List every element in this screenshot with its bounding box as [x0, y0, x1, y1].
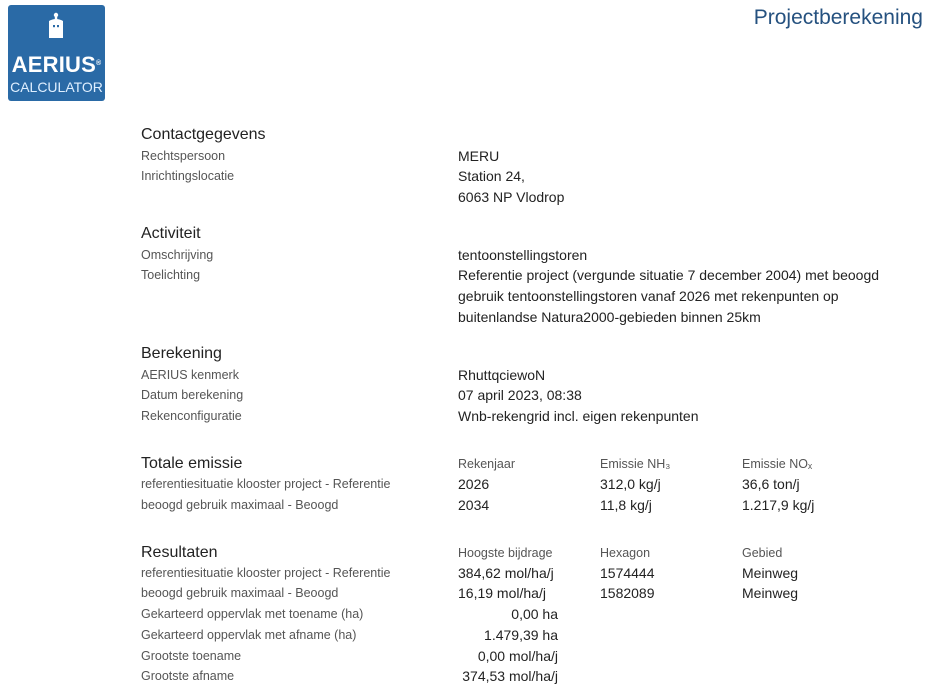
row-label: beoogd gebruik maximaal - Beoogd: [141, 586, 339, 600]
row-label: Gekarteerd oppervlak met toename (ha): [141, 607, 364, 621]
table-row: [141, 563, 901, 583]
aerius-logo: [8, 5, 105, 101]
logo-brand: AERIUS®: [11, 52, 102, 77]
table-cell: 11,8 kg/j: [600, 497, 652, 513]
column-header: Hexagon: [600, 546, 651, 560]
summary-row: [141, 646, 901, 666]
row-value: Station 24, 6063 NP Vlodrop: [458, 168, 565, 205]
table-cell: 312,0 kg/j: [600, 476, 661, 492]
row-label: Gekarteerd oppervlak met afname (ha): [141, 628, 357, 642]
tower-icon: [46, 12, 66, 40]
berekening-row: [141, 385, 901, 405]
contact-heading: Contactgegevens: [141, 126, 266, 143]
contact-row: [141, 166, 901, 205]
table-cell: Meinweg: [742, 565, 799, 581]
row-label: referentiesituatie klooster project - Referentie: [141, 566, 391, 580]
row-label: referentiesituatie klooster project - Referentie: [141, 477, 391, 491]
summary-row: [141, 625, 901, 645]
summary-value: 0,00 mol/ha/j: [477, 648, 558, 664]
row-label: Inrichtingslocatie: [141, 169, 235, 183]
page-title: Projectberekening: [753, 6, 923, 29]
contact-section: [141, 125, 901, 205]
summary-value: 1.479,39 ha: [484, 627, 558, 643]
resultaten-section: [141, 543, 901, 686]
column-header: Hoogste bijdrage: [458, 546, 553, 560]
column-header: Emissie NH₃: [600, 457, 671, 471]
contact-row: [141, 146, 901, 166]
emissie-header-row: [141, 454, 901, 474]
emissie-section: [141, 454, 901, 515]
summary-value: 374,53 mol/ha/j: [462, 668, 558, 684]
row-value: Referentie project (vergunde situatie 7 december 2004) met beoogd gebruik tentoonstellingstoren vanaf 2026 met rekenpunten op buitenlandse Natura2000-gebieden binnen 25km: [458, 267, 880, 325]
row-value: RhuttqciewoN: [458, 367, 546, 383]
table-cell: 384,62 mol/ha/j: [458, 565, 554, 581]
berekening-row: [141, 406, 901, 426]
row-value: Wnb-rekengrid incl. eigen rekenpunten: [458, 408, 699, 424]
activiteit-heading: Activiteit: [141, 225, 201, 242]
activiteit-row: [141, 245, 901, 265]
row-value: 07 april 2023, 08:38: [458, 387, 582, 403]
table-cell: 36,6 ton/j: [742, 476, 800, 492]
column-header: Gebied: [742, 546, 783, 560]
row-label: Toelichting: [141, 268, 201, 282]
activiteit-section: [141, 224, 901, 325]
table-row: [141, 474, 901, 494]
summary-row: [141, 666, 901, 686]
row-value: tentoonstellingstoren: [458, 247, 588, 263]
row-label: beoogd gebruik maximaal - Beoogd: [141, 498, 339, 512]
column-header: Rekenjaar: [458, 457, 515, 471]
table-cell: 16,19 mol/ha/j: [458, 585, 546, 601]
berekening-section: [141, 344, 901, 426]
resultaten-header-row: [141, 543, 901, 563]
row-label: AERIUS kenmerk: [141, 368, 239, 382]
table-cell: 1574444: [600, 565, 655, 581]
row-label: Rekenconfiguratie: [141, 409, 242, 423]
column-header: Emissie NOₓ: [742, 457, 813, 471]
table-cell: 1582089: [600, 585, 655, 601]
table-cell: 1.217,9 kg/j: [742, 497, 815, 513]
row-label: Grootste toename: [141, 649, 242, 663]
row-label: Omschrijving: [141, 248, 214, 262]
berekening-row: [141, 365, 901, 385]
row-value: MERU: [458, 148, 500, 164]
berekening-heading: Berekening: [141, 345, 222, 362]
row-label: Grootste afname: [141, 669, 235, 683]
summary-row: [141, 604, 901, 624]
row-label: Datum berekening: [141, 388, 244, 402]
activiteit-row: [141, 265, 901, 325]
summary-value: 0,00 ha: [511, 606, 558, 622]
logo-subtitle: CALCULATOR: [10, 79, 103, 95]
table-cell: 2034: [458, 497, 490, 513]
emissie-heading: Totale emissie: [141, 455, 243, 472]
table-cell: 2026: [458, 476, 490, 492]
table-row: [141, 583, 901, 603]
row-label: Rechtspersoon: [141, 149, 226, 163]
table-row: [141, 495, 901, 515]
table-cell: Meinweg: [742, 585, 799, 601]
resultaten-heading: Resultaten: [141, 544, 218, 561]
